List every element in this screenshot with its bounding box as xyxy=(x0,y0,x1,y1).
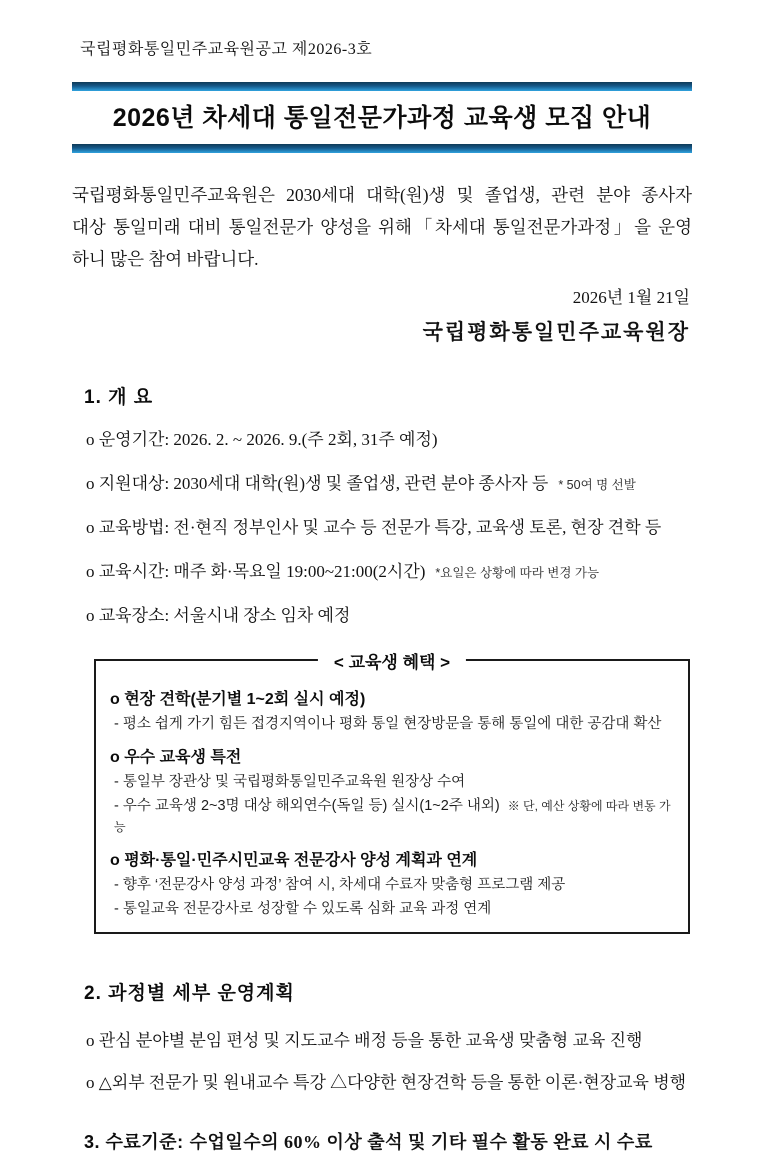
signature: 국립평화통일민주교육원장 xyxy=(422,320,690,344)
benefit-detail-text: - 향후 ‘전문강사 양성 과정’ 참여 시, 차세대 수료자 맞춤형 프로그램 제공 xyxy=(114,877,566,893)
overview-item-eligibility xyxy=(86,472,692,497)
item-note: *요일은 상황에 따라 변경 가능 xyxy=(435,566,600,580)
item-text: o 운영기간: 2026. 2. ~ 2026. 9.(주 2회, 31주 예정) xyxy=(86,430,438,449)
benefit-group-outstanding-students xyxy=(110,747,674,838)
benefit-detail xyxy=(114,772,674,793)
overview-item-schedule xyxy=(86,560,692,585)
intro-line: 국립평화통일민주교육원은 2030세대 대학(원)생 및 졸업생, 관련 분야 종사자 xyxy=(72,185,692,205)
title-top-bar xyxy=(72,82,692,91)
benefit-detail xyxy=(114,875,674,896)
announcement-date: 2026년 1월 21일 xyxy=(572,288,690,307)
item-text: o 지원대상: 2030세대 대학(원)생 및 졸업생, 관련 분야 종사자 등 xyxy=(86,474,549,493)
page-title: 2026년 차세대 통일전문가과정 교육생 모집 안내 xyxy=(112,104,652,132)
intro-paragraph xyxy=(72,179,692,275)
benefit-detail-text: - 평소 쉽게 가기 힘든 접경지역이나 평화 통일 현장방문을 통해 통일에 대한 공감대 확산 xyxy=(114,716,662,732)
benefit-detail xyxy=(114,796,674,838)
benefit-detail-text: - 우수 교육생 2~3명 대상 해외연수(독일 등) 실시(1~2주 내외) xyxy=(114,798,500,814)
intro-line: 하니 많은 참여 바랍니다. xyxy=(72,249,259,269)
benefit-detail xyxy=(114,714,674,735)
item-text: o △외부 전문가 및 원내교수 특강 △다양한 현장견학 등을 통한 이론·현장교육 병행 xyxy=(86,1073,687,1092)
section-2-heading: 2. 과정별 세부 운영계획 xyxy=(84,983,295,1004)
benefit-detail-text: - 통일교육 전문강사로 성장할 수 있도록 심화 교육 과정 연계 xyxy=(114,901,492,917)
benefit-group-field-trip xyxy=(110,689,674,735)
overview-item-period xyxy=(86,428,692,453)
benefit-detail xyxy=(114,899,674,920)
item-text: o 교육방법: 전·현직 정부인사 및 교수 등 전문가 특강, 교육생 토론, 현장 견학 등 xyxy=(86,518,662,537)
section-3-text: 수업일수의 60% 이상 출석 및 기타 필수 활동 완료 시 수료 xyxy=(189,1132,653,1152)
item-text: o 교육장소: 서울시내 장소 임차 예정 xyxy=(86,606,351,625)
title-bottom-bar xyxy=(72,144,692,153)
overview-item-method xyxy=(86,516,692,541)
overview-item-location xyxy=(86,604,692,629)
item-text: o 관심 분야별 분임 편성 및 지도교수 배정 등을 통한 교육생 맞춤형 교육 진행 xyxy=(86,1031,643,1050)
intro-line: 대상 통일미래 대비 통일전문가 양성을 위해「차세대 통일전문가과정」을 운영 xyxy=(72,217,692,237)
section-3-completion xyxy=(84,1128,692,1154)
benefit-title: o 평화·통일·민주시민교육 전문강사 양성 계획과 연계 xyxy=(110,852,478,869)
benefits-box xyxy=(94,653,690,934)
title-block xyxy=(72,82,692,153)
plan-item-grouping xyxy=(86,1029,692,1052)
item-note: * 50여 명 선발 xyxy=(558,478,636,492)
section-3-heading: 3. 수료기준: xyxy=(84,1132,184,1152)
benefit-group-instructor-program xyxy=(110,850,674,920)
benefit-note: ※ 단, 예산 상황에 따라 변동 가능 xyxy=(114,799,671,834)
item-text: o 교육시간: 매주 화·목요일 19:00~21:00(2시간) xyxy=(86,562,426,581)
benefits-box-legend: < 교육생 혜택 > xyxy=(318,648,466,673)
benefit-title: o 우수 교육생 특전 xyxy=(110,749,242,766)
benefit-detail-text: - 통일부 장관상 및 국립평화통일민주교육원 원장상 수여 xyxy=(114,774,466,790)
benefit-title: o 현장 견학(분기별 1~2회 실시 예정) xyxy=(110,691,366,708)
section-1-heading: 1. 개 요 xyxy=(84,387,154,408)
plan-item-lectures xyxy=(86,1071,692,1094)
notice-number: 국립평화통일민주교육원공고 제2026-3호 xyxy=(80,41,373,58)
